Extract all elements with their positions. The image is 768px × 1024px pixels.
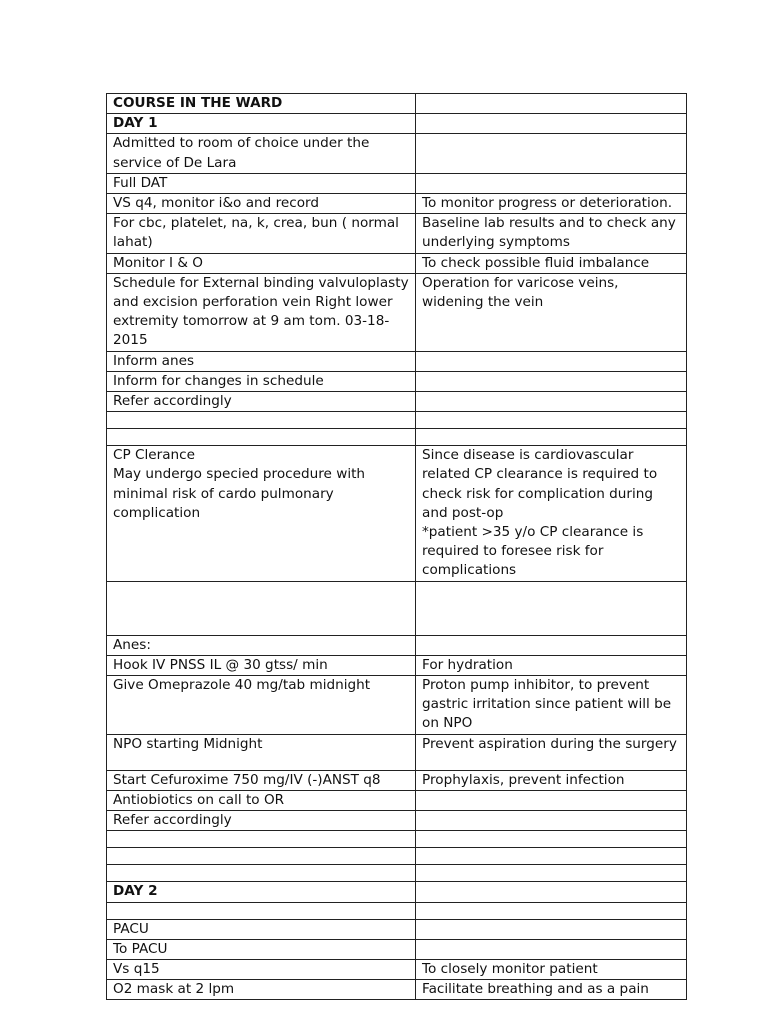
table-row [107,770,687,790]
cell-text: DAY 2 [113,883,158,900]
cell-text: Inform for changes in schedule [113,372,324,389]
cell-text: To PACU [113,940,168,957]
rationale-cell [416,790,687,810]
rationale-cell [416,114,687,134]
rationale-cell [416,939,687,959]
course-table [106,93,687,1000]
table-row [107,655,687,675]
table-row [107,865,687,882]
cell-text: DAY 1 [113,115,158,132]
order-cell [107,114,416,134]
order-cell [107,919,416,939]
table-row [107,273,687,351]
table-row [107,635,687,655]
table-row [107,811,687,831]
cell-text: NPO starting Midnight [113,735,263,752]
rationale-cell [416,734,687,770]
cell-text: PACU [113,920,149,937]
table-row [107,253,687,273]
cell-text: Start Cefuroxime 750 mg/IV (-)ANST q8 [113,771,381,788]
rationale-cell [416,959,687,979]
cell-text: Refer accordingly [113,812,232,829]
rationale-cell [416,882,687,902]
table-row [107,392,687,412]
rationale-cell [416,848,687,865]
rationale-cell [416,635,687,655]
rationale-cell [416,902,687,919]
cell-text: Full DAT [113,174,168,191]
cell-text: Since disease is cardiovascular related CP clearance is required to check risk for complication during and post-op [422,447,658,521]
rationale-cell [416,194,687,214]
rationale-cell [416,919,687,939]
table-row [107,919,687,939]
order-cell [107,446,416,581]
table-row [107,959,687,979]
order-cell [107,655,416,675]
order-cell [107,173,416,193]
cell-text: Prophylaxis, prevent infection [422,771,625,788]
order-cell [107,392,416,412]
order-cell [107,734,416,770]
order-cell [107,351,416,371]
cell-text: Inform anes [113,352,195,369]
course-table-body [107,94,687,1000]
rationale-cell [416,412,687,429]
rationale-cell [416,446,687,581]
rationale-cell [416,273,687,351]
order-cell [107,770,416,790]
rationale-cell [416,253,687,273]
cell-text: May undergo specied procedure with minimal risk of cardo pulmonary complication [113,466,366,521]
cell-text: Anes: [113,636,151,653]
cell-text: Proton pump inhibitor, to prevent gastric irritation since patient will be on NPO [422,677,672,732]
cell-text: CP Clerance [113,447,196,464]
table-row [107,939,687,959]
table-row [107,194,687,214]
rationale-cell [416,392,687,412]
rationale-cell [416,811,687,831]
cell-text: Facilitate breathing and as a pain [422,981,649,998]
order-cell [107,412,416,429]
cell-text: *patient >35 y/o CP clearance is required to foresee risk for complications [422,524,644,579]
table-row [107,831,687,848]
rationale-cell [416,429,687,446]
cell-text: O2 mask at 2 lpm [113,981,235,998]
order-cell [107,831,416,848]
order-cell [107,902,416,919]
order-cell [107,635,416,655]
table-row [107,94,687,114]
cell-text: Antiobiotics on call to OR [113,791,285,808]
table-row [107,581,687,635]
cell-text: Baseline lab results and to check any underlying symptoms [422,215,676,251]
cell-text: Refer accordingly [113,393,232,410]
rationale-cell [416,173,687,193]
order-cell [107,676,416,735]
order-cell [107,882,416,902]
cell-text: COURSE IN THE WARD [113,95,283,111]
rationale-cell [416,134,687,173]
order-cell [107,980,416,1000]
table-row [107,980,687,1000]
order-cell [107,865,416,882]
table-row [107,429,687,446]
cell-text: Schedule for External binding valvuloplasty and excision perforation vein Right lower extremity tomorrow at 9 am tom. 03-18- 2015 [113,274,409,349]
order-cell [107,194,416,214]
order-cell [107,214,416,253]
order-cell [107,371,416,391]
order-cell [107,134,416,173]
rationale-cell [416,980,687,1000]
order-cell [107,94,416,114]
rationale-cell [416,214,687,253]
table-row [107,446,687,581]
table-row [107,790,687,810]
table-row [107,412,687,429]
order-cell [107,848,416,865]
cell-text: Operation for varicose veins, widening the vein [422,274,619,311]
cell-text: Admitted to room of choice under the service of De Lara [113,135,370,171]
rationale-cell [416,770,687,790]
cell-text: Prevent aspiration during the surgery [422,735,677,752]
table-row [107,134,687,173]
rationale-cell [416,831,687,848]
rationale-cell [416,351,687,371]
order-cell [107,939,416,959]
rationale-cell [416,371,687,391]
order-cell [107,790,416,810]
order-cell [107,429,416,446]
cell-text: To check possible fluid imbalance [422,254,650,271]
rationale-cell [416,865,687,882]
rationale-cell [416,676,687,735]
table-row [107,114,687,134]
order-cell [107,253,416,273]
rationale-cell [416,581,687,635]
cell-text: Vs q15 [113,960,160,977]
table-row [107,902,687,919]
table-row [107,676,687,735]
table-row [107,173,687,193]
order-cell [107,959,416,979]
order-cell [107,581,416,635]
cell-text: To closely monitor patient [422,960,598,977]
table-row [107,214,687,253]
cell-text: For cbc, platelet, na, k, crea, bun ( normal lahat) [113,215,399,251]
cell-text: Hook IV PNSS IL @ 30 gtss/ min [113,656,328,673]
ward-course-document [106,93,686,1000]
table-row [107,371,687,391]
table-row [107,734,687,770]
rationale-cell [416,655,687,675]
cell-text: To monitor progress or deterioration. [422,195,673,212]
cell-text: For hydration [422,656,513,673]
rationale-cell [416,94,687,114]
cell-text: Monitor I & O [113,254,203,271]
cell-text: Give Omeprazole 40 mg/tab midnight [113,677,371,694]
order-cell [107,811,416,831]
table-row [107,882,687,902]
table-row [107,848,687,865]
cell-text: VS q4, monitor i&o and record [113,195,320,212]
order-cell [107,273,416,351]
table-row [107,351,687,371]
